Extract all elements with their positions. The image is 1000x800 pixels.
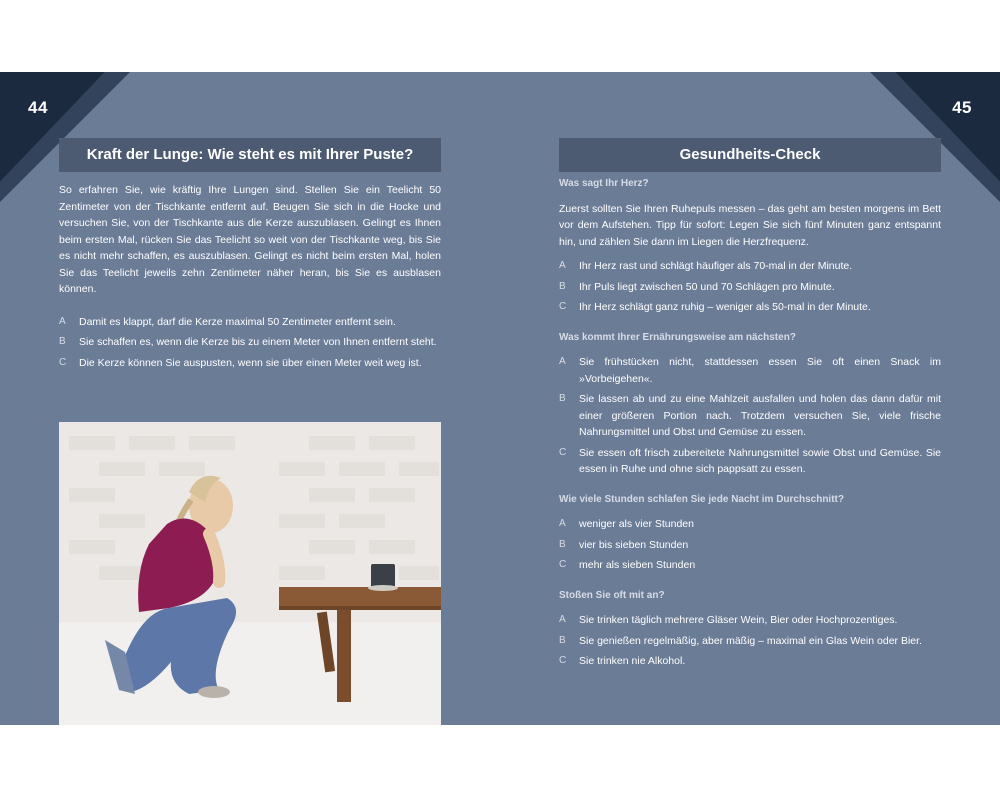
left-page-column — [59, 182, 441, 375]
option-text: Ihr Herz schlägt ganz ruhig – weniger als 50-mal in der Minute. — [579, 301, 871, 313]
list-item — [559, 299, 941, 316]
option-text: Sie schaffen es, wenn die Kerze bis zu einem Meter von Ihnen entfernt steht. — [79, 336, 437, 348]
option-letter: A — [559, 614, 566, 625]
option-letter: C — [559, 559, 567, 570]
option-letter: B — [559, 538, 566, 550]
heart-intro: Zuerst sollten Sie Ihren Ruhepuls messen – das geht am besten morgens im Bett vor dem Aufstehen. Tipp für sofort: Legen Sie sich fünf Minuten ganz entspannt hin, und zählen Sie dann im Liegen die Herzfrequenz. — [559, 202, 941, 248]
section-nutrition — [559, 330, 941, 478]
option-letter: C — [559, 655, 567, 666]
option-letter: A — [559, 356, 566, 367]
option-text: weniger als vier Stunden — [579, 518, 694, 530]
option-text: Ihr Herz rast und schlägt häufiger als 70-mal in der Minute. — [579, 260, 853, 272]
option-letter: B — [559, 634, 566, 646]
list-item — [59, 334, 441, 351]
list-item — [559, 557, 941, 574]
option-text: Sie genießen regelmäßig, aber mäßig – maximal ein Glas Wein oder Bier. — [579, 634, 922, 647]
photo-woman-blowing-candle — [59, 422, 441, 725]
list-item — [59, 314, 441, 331]
section-heart — [559, 176, 941, 316]
right-page-column — [559, 176, 941, 674]
list-item — [559, 516, 941, 533]
option-letter: C — [559, 301, 567, 312]
list-item — [559, 445, 941, 478]
option-text: vier bis sieben Stunden — [579, 538, 689, 551]
list-item — [59, 355, 441, 372]
page-number-right: 45 — [952, 98, 972, 117]
left-page-title: Kraft der Lunge: Wie steht es mit Ihrer Puste? — [59, 138, 441, 172]
list-item — [559, 612, 941, 629]
option-text: Sie essen oft frisch zubereitete Nahrungsmittel sowie Obst und Gemüse. Sie essen in Ruhe und ohne sich pappsatt zu essen. — [579, 446, 941, 475]
option-letter: A — [559, 260, 566, 271]
option-text: Ihr Puls liegt zwischen 50 und 70 Schlägen pro Minute. — [579, 280, 835, 293]
options-list — [559, 612, 941, 670]
page-number-left: 44 — [28, 98, 48, 117]
section-alcohol — [559, 588, 941, 670]
option-text: Die Kerze können Sie auspusten, wenn sie über einen Meter weit weg ist. — [79, 356, 422, 369]
lung-test-intro: So erfahren Sie, wie kräftig Ihre Lungen sind. Stellen Sie ein Teelicht 50 Zentimeter von der Tischkante entfernt auf. Beugen Sie sich in die Hocke und versuchen Sie, von der Tischkante aus die Kerze auszublasen. Gelingt es Ihnen beim ersten Mal, rücken Sie das Teelicht so weit von der Tischkante weg, bis Sie es nicht mehr schaffen, es auszublasen. Gelingt es nicht beim ersten Mal, holen Sie das Teelicht jeweils zehn Zentimeter näher heran, bis Sie es ausblasen können. — [59, 184, 441, 295]
question-heading: Wie viele Stunden schlafen Sie jede Nacht im Durchschnitt? — [559, 493, 844, 505]
lung-test-options — [59, 314, 441, 372]
options-list — [559, 516, 941, 574]
list-item — [559, 391, 941, 441]
options-list — [559, 258, 941, 316]
options-list — [559, 354, 941, 478]
option-letter: A — [559, 518, 566, 529]
list-item — [559, 258, 941, 275]
option-text: mehr als sieben Stunden — [579, 559, 696, 571]
list-item — [559, 354, 941, 387]
question-heading: Stoßen Sie oft mit an? — [559, 589, 665, 601]
option-letter: A — [59, 315, 66, 327]
list-item — [559, 537, 941, 554]
option-text: Damit es klappt, darf die Kerze maximal 50 Zentimeter entfernt sein. — [79, 315, 396, 328]
section-sleep — [559, 492, 941, 574]
list-item — [559, 633, 941, 650]
book-spread — [0, 72, 1000, 725]
list-item — [559, 653, 941, 670]
option-text: Sie lassen ab und zu eine Mahlzeit ausfallen und holen das dann dafür mit einer größeren Portion nach. Trotzdem versuchen Sie, viele frische Nahrungsmittel und Obst und Gemüse zu essen. — [579, 393, 941, 438]
list-item — [559, 279, 941, 296]
option-letter: B — [559, 280, 566, 292]
option-text: Sie trinken täglich mehrere Gläser Wein, Bier oder Hochprozentiges. — [579, 614, 898, 626]
option-letter: B — [59, 336, 66, 347]
right-page-title: Gesundheits-Check — [559, 138, 941, 172]
question-heading: Was sagt Ihr Herz? — [559, 178, 649, 189]
option-letter: C — [59, 356, 67, 368]
option-letter: C — [559, 446, 567, 458]
option-letter: B — [559, 393, 566, 404]
question-heading: Was kommt Ihrer Ernährungsweise am nächsten? — [559, 331, 796, 343]
option-text: Sie frühstücken nicht, stattdessen essen Sie oft einen Snack im »Vorbeigehen«. — [579, 356, 941, 385]
option-text: Sie trinken nie Alkohol. — [579, 655, 686, 667]
